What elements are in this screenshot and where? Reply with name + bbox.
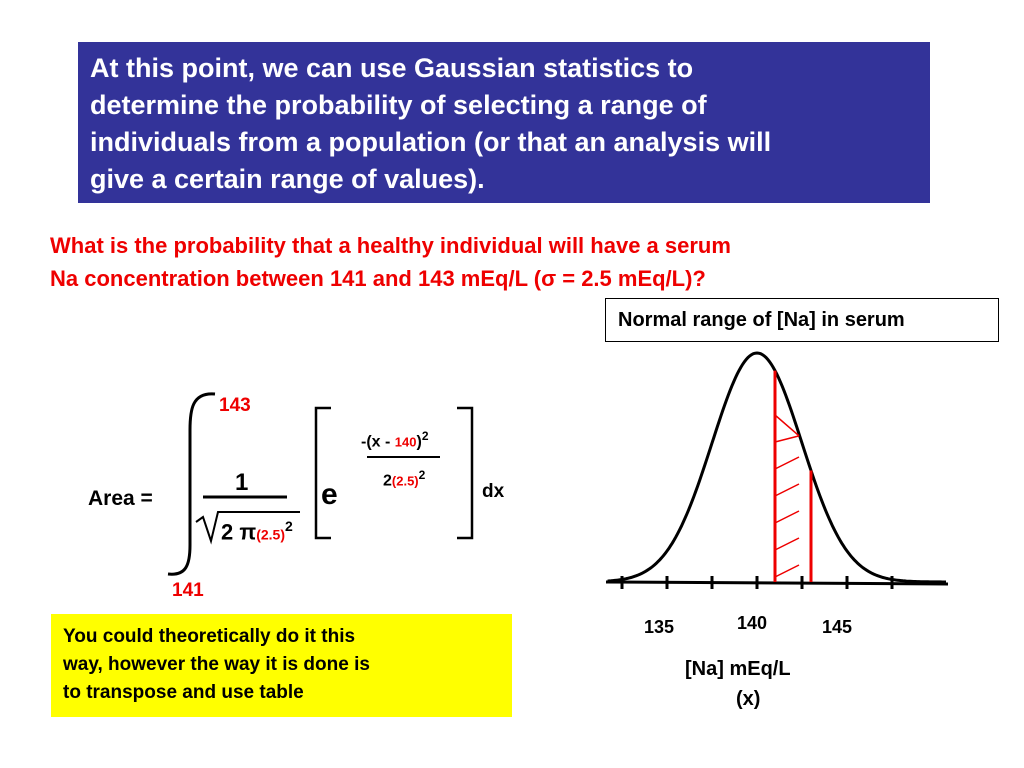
note-line: You could theoretically do it this <box>63 626 356 647</box>
x-axis-label: [Na] mEq/L <box>685 658 791 680</box>
tick-label-145: 145 <box>822 617 853 637</box>
intro-line: At this point, we can use Gaussian statistics to <box>90 53 694 83</box>
tick-label-140: 140 <box>737 613 768 633</box>
exponent-den-sigma: (2.5) <box>391 473 419 489</box>
exponent-denominator <box>383 468 425 490</box>
graph-title: Normal range of [Na] in serum <box>618 309 905 331</box>
integral-sign <box>168 394 215 574</box>
shade-hatch-line <box>775 436 799 442</box>
question-line: Na concentration between 141 and 143 mEq/L (σ = 2.5 mEq/L)? <box>50 266 706 291</box>
exponent-num-mean: 140 <box>394 434 417 450</box>
upper-limit: 143 <box>219 395 251 416</box>
x-axis-line <box>606 582 948 584</box>
denominator-sigma: (2.5) <box>256 526 285 543</box>
question-line: What is the probability that a healthy individual will have a serum <box>50 233 731 258</box>
note-line: way, however the way it is done is <box>63 654 370 675</box>
intro-line: determine the probability of selecting a range of <box>90 90 707 120</box>
shade-hatch-line <box>775 484 799 496</box>
exponent-num-prefix: -(x - <box>361 433 395 451</box>
shade-hatch-line <box>775 511 799 523</box>
exponent-num-suffix: ) <box>416 433 422 451</box>
right-bracket <box>457 408 472 538</box>
fraction-denominator <box>221 518 293 545</box>
area-label: Area = <box>88 487 153 510</box>
shade-hatch-line <box>775 457 799 469</box>
tick-label-135: 135 <box>644 617 675 637</box>
exponent-num-power: 2 <box>421 429 429 443</box>
exponent-base: e <box>321 478 338 511</box>
lower-limit: 141 <box>172 580 204 601</box>
left-bracket <box>316 408 331 538</box>
note-line: to transpose and use table <box>63 682 304 703</box>
normal-curve-graph <box>606 353 948 589</box>
intro-line: give a certain range of values). <box>90 164 485 194</box>
shade-hatch-line <box>775 538 799 550</box>
denominator-power: 2 <box>285 518 293 534</box>
note-box <box>51 614 512 717</box>
intro-line: individuals from a population (or that an analysis will <box>90 127 772 157</box>
fraction-numerator: 1 <box>235 469 249 496</box>
x-axis-variable: (x) <box>736 688 761 710</box>
exponent-den-power: 2 <box>418 468 426 482</box>
denominator-prefix: 2 π <box>221 519 257 545</box>
differential: dx <box>482 481 505 502</box>
shade-hatch-line <box>775 565 799 577</box>
exponent-den-prefix: 2 <box>383 472 392 490</box>
exponent-numerator <box>361 429 429 451</box>
